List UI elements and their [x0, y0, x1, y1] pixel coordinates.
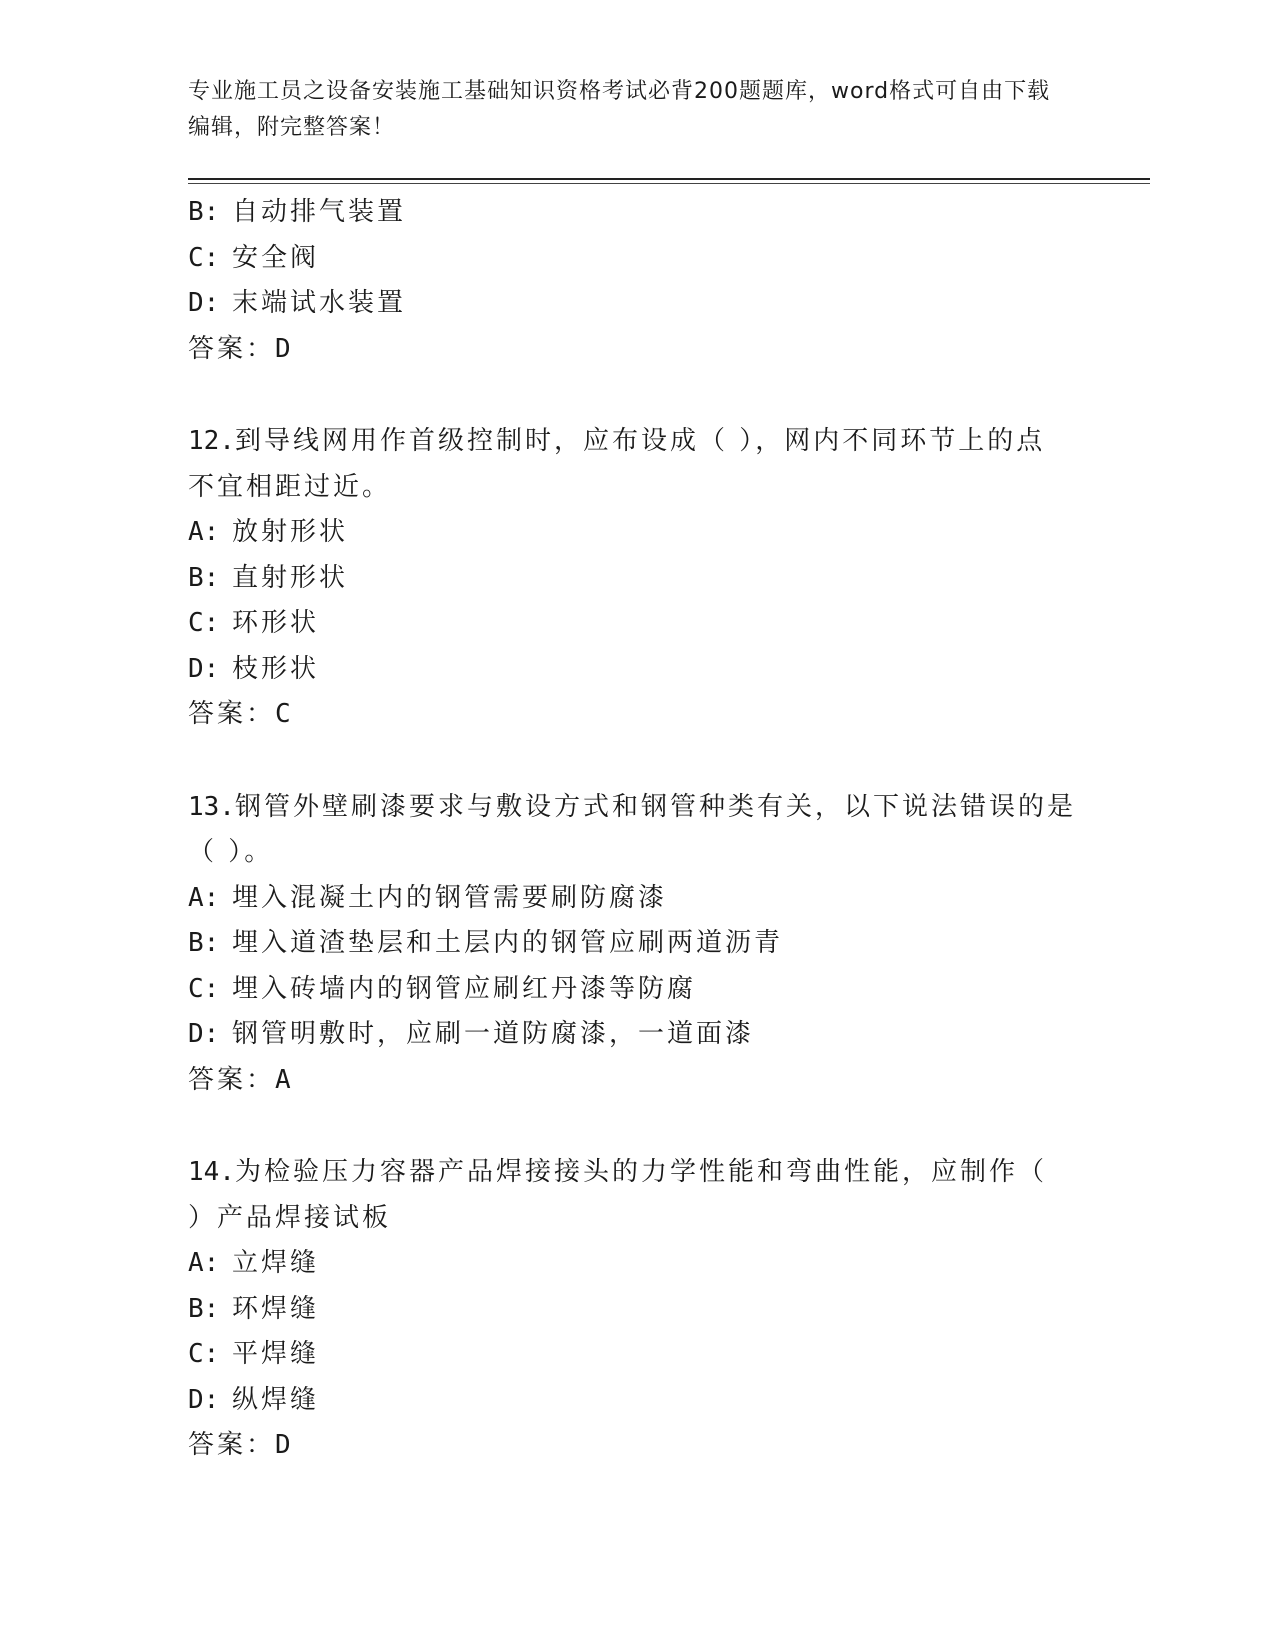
document-header: 专业施工员之设备安装施工基础知识资格考试必背200题题库，word格式可自由下载编辑，附完整答案！: [188, 79, 1051, 140]
option-text: 立焊缝: [232, 1248, 320, 1278]
option-letter: D:: [188, 288, 220, 318]
option-letter: D:: [188, 653, 220, 684]
header-rule-thick: [188, 178, 1150, 180]
header-rule-thin: [188, 183, 1150, 184]
option-row: [188, 281, 1088, 327]
question-stem-line2: （ ）。: [188, 837, 274, 867]
question-block-13: [188, 785, 1088, 1104]
option-text: 直射形状: [232, 562, 349, 593]
option-letter: A:: [188, 517, 220, 547]
question-stem-line1: [188, 785, 1088, 831]
option-text: 埋入道渣垫层和土层内的钢管应刷两道沥青: [232, 928, 784, 958]
question-text: 为检验压力容器产品焊接接头的力学性能和弯曲性能，应制作（: [234, 1157, 1047, 1187]
option-text: 钢管明敷时，应刷一道防腐漆，一道面漆: [232, 1019, 755, 1049]
option-text: 纵焊缝: [232, 1384, 320, 1415]
question-stem-line2: 不宜相距过近。: [188, 471, 392, 502]
option-row: [188, 967, 1088, 1013]
option-letter: A:: [188, 882, 220, 913]
carryover-block: [188, 190, 1088, 372]
answer-line: [188, 692, 1088, 738]
option-letter: B:: [188, 928, 220, 958]
option-row: [188, 876, 1088, 922]
answer-line: [188, 327, 1088, 373]
question-number: 12.: [188, 426, 235, 456]
option-text: 环形状: [232, 608, 320, 638]
option-letter: A:: [188, 1248, 220, 1278]
option-text: 安全阀: [232, 242, 320, 273]
option-row: [188, 601, 1088, 647]
question-text: 到导线网用作首级控制时，应布设成（ ），网内不同环节上的点: [234, 426, 1046, 456]
question-list: [188, 190, 1088, 1469]
option-row: [188, 556, 1088, 602]
question-block-12: [188, 419, 1088, 738]
option-text: 枝形状: [232, 653, 320, 684]
option-row: [188, 236, 1088, 282]
answer-line: [188, 1058, 1088, 1104]
question-stem-line1: [188, 1150, 1088, 1196]
option-text: 环焊缝: [232, 1293, 320, 1324]
option-row: [188, 1241, 1088, 1287]
option-text: 埋入混凝土内的钢管需要刷防腐漆: [232, 882, 668, 913]
question-number: 14.: [188, 1157, 235, 1187]
answer-label: 答案：: [188, 333, 276, 364]
option-row: [188, 1012, 1088, 1058]
option-letter: C:: [188, 242, 220, 273]
option-row: [188, 1287, 1088, 1333]
option-row: [188, 647, 1088, 693]
option-text: 末端试水装置: [232, 288, 407, 318]
answer-value: D: [275, 1430, 291, 1460]
option-letter: C:: [188, 608, 220, 638]
option-row: [188, 510, 1088, 556]
question-text: 钢管外壁刷漆要求与敷设方式和钢管种类有关，以下说法错误的是: [234, 791, 1076, 822]
option-letter: B:: [188, 197, 220, 227]
answer-label: 答案：: [188, 1430, 276, 1460]
option-row: [188, 1332, 1088, 1378]
option-letter: D:: [188, 1384, 220, 1415]
answer-line: [188, 1423, 1088, 1469]
answer-value: C: [275, 699, 291, 729]
question-stem-line2: ）产品焊接试板: [188, 1202, 392, 1233]
answer-value: D: [275, 333, 291, 364]
answer-label: 答案：: [188, 699, 276, 729]
option-row: [188, 190, 1088, 236]
answer-value: A: [275, 1064, 291, 1095]
option-letter: C:: [188, 973, 220, 1004]
option-text: 自动排气装置: [232, 197, 407, 227]
option-letter: B:: [188, 562, 220, 593]
option-row: [188, 1378, 1088, 1424]
option-letter: B:: [188, 1293, 220, 1324]
question-stem-line1: [188, 419, 1088, 465]
question-block-14: [188, 1150, 1088, 1469]
option-text: 埋入砖墙内的钢管应刷红丹漆等防腐: [232, 973, 697, 1004]
answer-label: 答案：: [188, 1064, 276, 1095]
option-text: 放射形状: [232, 517, 349, 547]
option-text: 平焊缝: [232, 1339, 320, 1369]
question-number: 13.: [188, 791, 235, 822]
option-row: [188, 921, 1088, 967]
option-letter: C:: [188, 1339, 220, 1369]
option-letter: D:: [188, 1019, 220, 1049]
